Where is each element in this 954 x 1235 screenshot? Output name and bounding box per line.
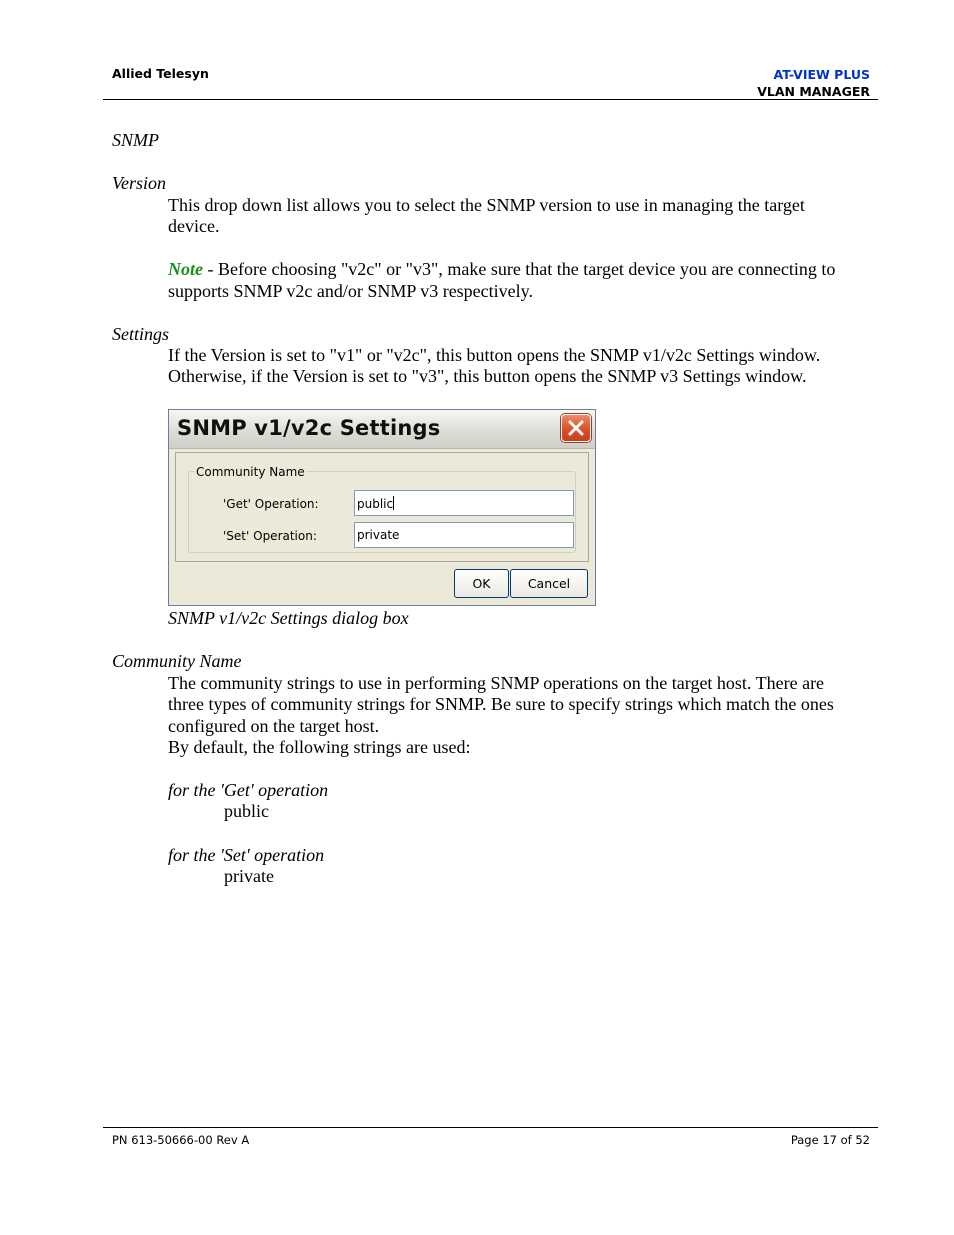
header-company: Allied Telesyn xyxy=(112,66,209,81)
version-desc-line1: This drop down list allows you to select the SNMP version to use in managing the target xyxy=(168,195,805,215)
get-operation-label: 'Get' Operation: xyxy=(223,497,319,511)
community-desc-line1: The community strings to use in performing SNMP operations on the target host. There are xyxy=(168,673,825,693)
close-x-icon[interactable] xyxy=(561,414,591,442)
set-default-value: private xyxy=(224,866,274,886)
text-caret xyxy=(393,496,394,510)
dialog-titlebar xyxy=(169,410,595,449)
community-desc-line3: configured on the target host. xyxy=(168,716,380,736)
settings-desc-line1: If the Version is set to "v1" or "v2c", this button opens the SNMP v1/v2c Settings window. xyxy=(168,345,821,365)
community-group-label: Community Name xyxy=(196,465,305,479)
community-heading: Community Name xyxy=(112,651,242,671)
version-heading: Version xyxy=(112,173,166,193)
footer-rule xyxy=(103,1127,878,1128)
dialog-title: SNMP v1/v2c Settings xyxy=(177,416,441,440)
settings-heading: Settings xyxy=(112,324,169,344)
set-operation-value: private xyxy=(357,528,400,542)
set-operation-input[interactable] xyxy=(354,522,574,548)
note-line2: supports SNMP v2c and/or SNMP v3 respectively. xyxy=(168,281,533,301)
header-product xyxy=(757,66,870,100)
footer-page-number: Page 17 of 52 xyxy=(790,1133,870,1147)
community-desc-line4: By default, the following strings are used: xyxy=(168,737,471,757)
community-desc-line2: three types of community strings for SNMP. Be sure to specify strings which match the ones xyxy=(168,694,834,714)
version-desc-line2: device. xyxy=(168,216,220,236)
get-default-value: public xyxy=(224,801,269,821)
header-rule xyxy=(103,99,878,100)
note-line1 xyxy=(168,259,835,281)
dialog-client-area xyxy=(175,452,589,562)
note-label: Note xyxy=(168,259,203,279)
set-operation-heading: for the 'Set' operation xyxy=(168,845,325,865)
header-product-line2: VLAN MANAGER xyxy=(757,84,870,99)
ok-button[interactable]: OK xyxy=(454,569,509,598)
footer-part-number: PN 613-50666-00 Rev A xyxy=(112,1133,250,1147)
settings-desc-line2: Otherwise, if the Version is set to "v3", this button opens the SNMP v3 Settings window. xyxy=(168,366,807,386)
cancel-button[interactable]: Cancel xyxy=(510,569,588,598)
get-operation-heading: for the 'Get' operation xyxy=(168,780,329,800)
get-operation-input[interactable] xyxy=(354,490,574,516)
note-text-1: - Before choosing "v2c" or "v3", make sure that the target device you are connecting to xyxy=(203,259,836,279)
snmp-heading: SNMP xyxy=(112,130,159,150)
header-product-line1: AT-VIEW PLUS xyxy=(773,67,870,82)
figure-caption: SNMP v1/v2c Settings dialog box xyxy=(168,608,409,628)
set-operation-label: 'Set' Operation: xyxy=(223,529,317,543)
snmp-settings-dialog xyxy=(168,409,596,606)
get-operation-value: public xyxy=(357,497,394,511)
